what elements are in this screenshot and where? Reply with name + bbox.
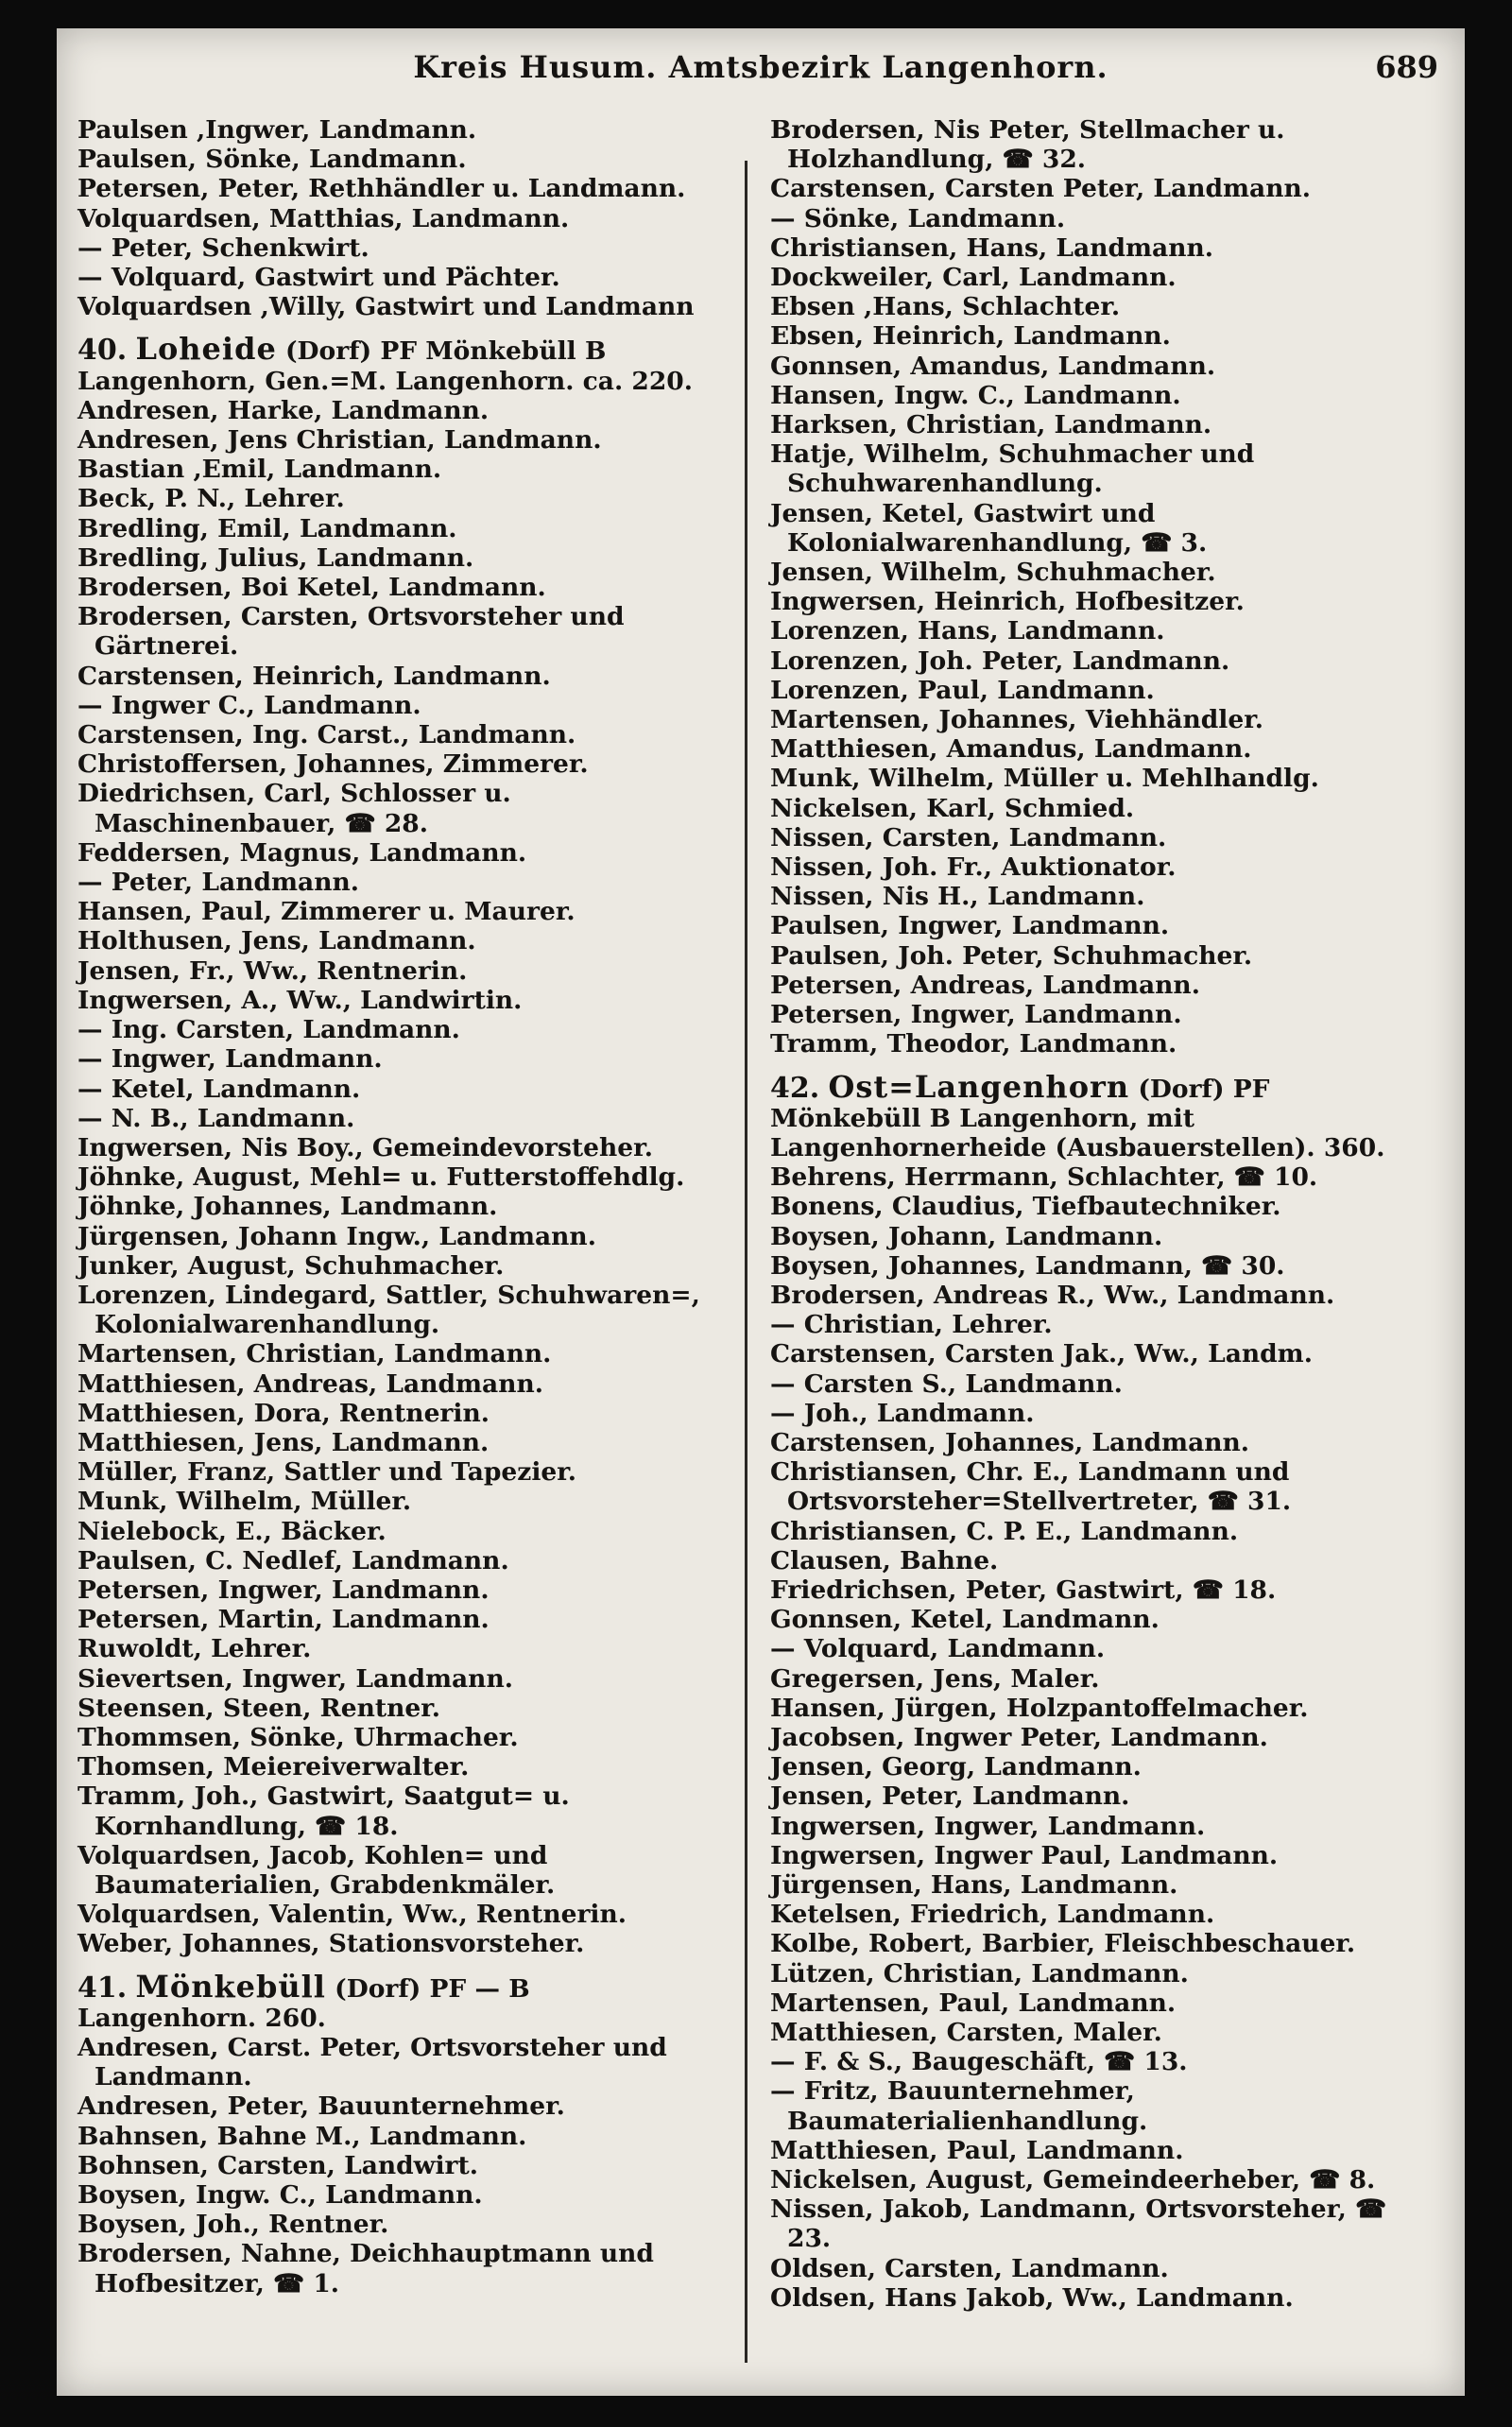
directory-entry: Jensen, Peter, Landmann.	[770, 1782, 1130, 1812]
directory-entry: Carstensen, Carsten Jak., Ww., Landm.	[770, 1339, 1313, 1369]
directory-entry: Matthiesen, Jens, Landmann.	[77, 1427, 490, 1457]
directory-entry: Thomsen, Meiereiverwalter.	[77, 1752, 470, 1782]
directory-entry: Diedrichsen, Carl, Schlosser u. Maschinenbauer, ☎ 28.	[77, 779, 511, 838]
directory-entry: Bredling, Emil, Landmann.	[77, 513, 457, 543]
directory-entry: Jensen, Ketel, Gastwirt und Kolonialwarenhandlung, ☎ 3.	[770, 498, 1208, 558]
directory-entry: Paulsen, Ingwer, Landmann.	[770, 911, 1170, 941]
directory-entry: Boysen, Joh., Rentner.	[77, 2210, 389, 2240]
directory-entry: Andresen, Jens Christian, Landmann.	[77, 425, 602, 456]
directory-entry: Martensen, Johannes, Viehhändler.	[770, 705, 1263, 735]
directory-entry: Feddersen, Magnus, Landmann.	[77, 837, 527, 868]
directory-entry: Bonens, Claudius, Tiefbautechniker.	[770, 1192, 1281, 1222]
column-divider	[745, 161, 747, 2363]
section-place-name: Mönkebüll	[135, 1968, 326, 2005]
directory-entry: Paulsen, Joh. Peter, Schuhmacher.	[770, 940, 1253, 971]
directory-entry: Volquardsen ,Willy, Gastwirt und Landmann	[77, 292, 695, 322]
directory-entry: Ingwersen, A., Ww., Landwirtin.	[77, 985, 523, 1015]
directory-entry: Nissen, Jakob, Landmann, Ortsvorsteher, ☎ 23.	[770, 2195, 1387, 2254]
directory-entry: Jürgensen, Hans, Landmann.	[770, 1869, 1178, 1900]
directory-entry: Bohnsen, Carsten, Landwirt.	[77, 2150, 478, 2180]
directory-entry: Boysen, Johannes, Landmann, ☎ 30.	[770, 1250, 1285, 1281]
directory-entry: Munk, Wilhelm, Müller.	[77, 1487, 412, 1517]
directory-entry: — Ingwer C., Landmann.	[77, 690, 421, 720]
directory-entry: Ingwersen, Ingwer Paul, Landmann.	[770, 1840, 1279, 1870]
section-heading	[77, 1968, 701, 2033]
directory-entry: Jacobsen, Ingwer Peter, Landmann.	[770, 1722, 1268, 1752]
directory-entry: Ingwersen, Ingwer, Landmann.	[770, 1811, 1206, 1841]
directory-entry: Matthiesen, Paul, Landmann.	[770, 2135, 1184, 2165]
directory-entry: Ketelsen, Friedrich, Landmann.	[770, 1900, 1215, 1930]
directory-entry: Ebsen, Heinrich, Landmann.	[770, 321, 1171, 352]
directory-entry: Carstensen, Johannes, Landmann.	[770, 1427, 1249, 1457]
directory-entry: Andresen, Carst. Peter, Ortsvorsteher und Landmann.	[77, 2033, 667, 2092]
directory-entry: Brodersen, Boi Ketel, Landmann.	[77, 573, 546, 603]
directory-entry: Ingwersen, Heinrich, Hofbesitzer.	[770, 587, 1245, 617]
directory-entry: Brodersen, Nahne, Deichhauptmann und Hofbesitzer, ☎ 1.	[77, 2239, 654, 2298]
directory-entry: Brodersen, Nis Peter, Stellmacher u. Holzhandlung, ☎ 32.	[770, 115, 1285, 175]
directory-entry: — Sönke, Landmann.	[770, 203, 1066, 233]
directory-entry: Tramm, Joh., Gastwirt, Saatgut= u. Kornhandlung, ☎ 18.	[77, 1782, 570, 1841]
directory-entry: Weber, Johannes, Stationsvorsteher.	[77, 1929, 585, 1959]
directory-entry: Matthiesen, Dora, Rentnerin.	[77, 1398, 490, 1428]
directory-entry: — Peter, Landmann.	[77, 868, 359, 898]
page-number: 689	[1375, 49, 1438, 85]
directory-entry: Brodersen, Carsten, Ortsvorsteher und Gärtnerei.	[77, 602, 625, 662]
directory-entry: Paulsen, Sönke, Landmann.	[77, 145, 467, 175]
directory-entry: Harksen, Christian, Landmann.	[770, 410, 1212, 440]
directory-entry: Jürgensen, Johann Ingw., Landmann.	[77, 1221, 596, 1251]
directory-entry: Tramm, Theodor, Landmann.	[770, 1029, 1177, 1059]
directory-entry: Ebsen ,Hans, Schlachter.	[770, 292, 1121, 322]
directory-entry: — Volquard, Landmann.	[770, 1634, 1106, 1664]
directory-entry: Gonnsen, Amandus, Landmann.	[770, 351, 1216, 381]
directory-entry: Oldsen, Hans Jakob, Ww., Landmann.	[770, 2282, 1294, 2313]
directory-entry: Matthiesen, Carsten, Maler.	[770, 2018, 1162, 2047]
directory-entry: Hansen, Jürgen, Holzpantoffelmacher.	[770, 1693, 1309, 1723]
directory-entry: Bredling, Julius, Landmann.	[77, 542, 474, 573]
directory-entry: Petersen, Martin, Landmann.	[77, 1605, 490, 1635]
directory-entry: Nickelsen, Karl, Schmied.	[770, 793, 1135, 823]
directory-entry: Carstensen, Heinrich, Landmann.	[77, 661, 551, 691]
directory-entry: Volquardsen, Valentin, Ww., Rentnerin.	[77, 1900, 627, 1930]
directory-entry: Bahnsen, Bahne M., Landmann.	[77, 2121, 527, 2151]
section-number: 40.	[77, 334, 128, 368]
directory-entry: Friedrichsen, Peter, Gastwirt, ☎ 18.	[770, 1575, 1277, 1605]
directory-entry: Carstensen, Carsten Peter, Landmann.	[770, 174, 1311, 204]
directory-entry: Christiansen, Hans, Landmann.	[770, 232, 1213, 263]
directory-entry: Nielebock, E., Bäcker.	[77, 1516, 387, 1546]
directory-entry: Beck, P. N., Lehrer.	[77, 484, 345, 514]
directory-entry: Dockweiler, Carl, Landmann.	[770, 263, 1177, 293]
directory-entry: Junker, August, Schuhmacher.	[77, 1250, 505, 1281]
directory-entry: Holthusen, Jens, Landmann.	[77, 926, 476, 956]
section-number: 41.	[77, 1971, 128, 2005]
directory-entry: — Christian, Lehrer.	[770, 1310, 1053, 1340]
directory-entry: Carstensen, Ing. Carst., Landmann.	[77, 720, 576, 750]
directory-entry: Petersen, Ingwer, Landmann.	[770, 1000, 1182, 1030]
directory-entry: Lorenzen, Joh. Peter, Landmann.	[770, 645, 1230, 676]
directory-entry: Matthiesen, Amandus, Landmann.	[770, 734, 1252, 765]
section-heading	[770, 1068, 1394, 1163]
directory-entry: — F. & S., Baugeschäft, ☎ 13.	[770, 2047, 1188, 2077]
page-title: Kreis Husum. Amtsbezirk Langenhorn.	[413, 49, 1108, 85]
directory-entry: Jensen, Wilhelm, Schuhmacher.	[770, 558, 1216, 588]
directory-entry: Paulsen ,Ingwer, Landmann.	[77, 115, 477, 145]
section-place-name: Ost=Langenhorn	[828, 1068, 1130, 1105]
directory-entry: Oldsen, Carsten, Landmann.	[770, 2253, 1169, 2283]
directory-entry: Volquardsen, Matthias, Landmann.	[77, 203, 570, 233]
directory-entry: Müller, Franz, Sattler und Tapezier.	[77, 1457, 576, 1488]
directory-entry: Martensen, Paul, Landmann.	[770, 1988, 1177, 2018]
directory-entry: — Ketel, Landmann.	[77, 1074, 361, 1104]
section-details: (Dorf) PF — B Langenhorn. 260.	[77, 1973, 530, 2033]
directory-entry: Hansen, Paul, Zimmerer u. Maurer.	[77, 897, 576, 927]
directory-entry: Christoffersen, Johannes, Zimmerer.	[77, 749, 589, 780]
directory-entry: Munk, Wilhelm, Müller u. Mehlhandlg.	[770, 764, 1319, 794]
directory-entry: — Ing. Carsten, Landmann.	[77, 1015, 460, 1045]
directory-entry: — Ingwer, Landmann.	[77, 1044, 383, 1075]
directory-entry: Brodersen, Andreas R., Ww., Landmann.	[770, 1280, 1335, 1310]
directory-entry: Nissen, Nis H., Landmann.	[770, 882, 1145, 912]
directory-entry: Gonnsen, Ketel, Landmann.	[770, 1605, 1160, 1635]
directory-entry: — Peter, Schenkwirt.	[77, 232, 369, 263]
directory-entry: Matthiesen, Andreas, Landmann.	[77, 1368, 543, 1399]
directory-entry: — Fritz, Bauunternehmer, Baumaterialienhandlung.	[770, 2076, 1148, 2136]
directory-entry: Nickelsen, August, Gemeindeerheber, ☎ 8.	[770, 2165, 1376, 2195]
directory-entry: Hatje, Wilhelm, Schuhmacher und Schuhwarenhandlung.	[770, 439, 1255, 499]
directory-entry: Lorenzen, Hans, Landmann.	[770, 616, 1165, 646]
section-number: 42.	[770, 1071, 820, 1105]
directory-entry: Kolbe, Robert, Barbier, Fleischbeschauer.	[770, 1929, 1356, 1959]
directory-entry: Andresen, Harke, Landmann.	[77, 395, 490, 425]
directory-entry: Gregersen, Jens, Maler.	[770, 1663, 1100, 1694]
directory-page	[57, 28, 1465, 2396]
directory-entry: Andresen, Peter, Bauunternehmer.	[77, 2091, 565, 2122]
directory-entry: Jöhnke, August, Mehl= u. Futterstoffehdlg.	[77, 1162, 685, 1193]
directory-entry: Ruwoldt, Lehrer.	[77, 1634, 312, 1664]
directory-entry: Paulsen, C. Nedlef, Landmann.	[77, 1545, 509, 1575]
right-column	[770, 115, 1394, 2313]
directory-entry: Boysen, Johann, Landmann.	[770, 1221, 1163, 1251]
section-details: (Dorf) PF Mönkebüll B Langenhorn, Gen.=M. Langenhorn. ca. 220.	[77, 336, 693, 396]
directory-entry: — Joh., Landmann.	[770, 1398, 1035, 1428]
directory-entry: Lorenzen, Paul, Landmann.	[770, 675, 1155, 705]
directory-entry: Sievertsen, Ingwer, Landmann.	[77, 1663, 513, 1694]
directory-entry: Christiansen, Chr. E., Landmann und Ortsvorsteher=Stellvertreter, ☎ 31.	[770, 1457, 1292, 1517]
directory-entry: Thommsen, Sönke, Uhrmacher.	[77, 1722, 519, 1752]
directory-entry: Petersen, Ingwer, Landmann.	[77, 1575, 490, 1605]
directory-entry: Lorenzen, Lindegard, Sattler, Schuhwaren=, Kolonialwarenhandlung.	[77, 1280, 700, 1340]
directory-entry: Volquardsen, Jacob, Kohlen= und Baumaterialien, Grabdenkmäler.	[77, 1840, 556, 1900]
directory-entry: Behrens, Herrmann, Schlachter, ☎ 10.	[770, 1162, 1318, 1193]
directory-entry: Hansen, Ingw. C., Landmann.	[770, 380, 1181, 410]
directory-entry: Clausen, Bahne.	[770, 1545, 999, 1575]
section-heading	[77, 331, 701, 396]
directory-entry: — Carsten S., Landmann.	[770, 1368, 1123, 1399]
directory-entry: Lützen, Christian, Landmann.	[770, 1958, 1189, 1988]
directory-entry: Jöhnke, Johannes, Landmann.	[77, 1192, 498, 1222]
directory-entry: Petersen, Peter, Rethhändler u. Landmann.	[77, 174, 686, 204]
left-column	[77, 115, 701, 2298]
directory-entry: Christiansen, C. P. E., Landmann.	[770, 1516, 1239, 1546]
page-header	[57, 49, 1465, 96]
directory-entry: Martensen, Christian, Landmann.	[77, 1339, 552, 1369]
directory-entry: Steensen, Steen, Rentner.	[77, 1693, 440, 1723]
directory-entry: Petersen, Andreas, Landmann.	[770, 970, 1200, 1000]
directory-entry: Nissen, Carsten, Landmann.	[770, 822, 1167, 852]
directory-entry: Jensen, Georg, Landmann.	[770, 1752, 1142, 1782]
directory-entry: — N. B., Landmann.	[77, 1103, 355, 1133]
directory-entry: Bastian ,Emil, Landmann.	[77, 455, 442, 485]
directory-entry: Nissen, Joh. Fr., Auktionator.	[770, 852, 1177, 883]
directory-entry: Ingwersen, Nis Boy., Gemeindevorsteher.	[77, 1132, 653, 1162]
directory-entry: Boysen, Ingw. C., Landmann.	[77, 2180, 483, 2211]
section-place-name: Loheide	[135, 331, 277, 368]
directory-entry: Jensen, Fr., Ww., Rentnerin.	[77, 955, 468, 986]
directory-entry: — Volquard, Gastwirt und Pächter.	[77, 263, 560, 293]
section-details: (Dorf) PF Mönkebüll B Langenhorn, mit Langenhornerheide (Ausbauerstellen). 360.	[770, 1074, 1385, 1162]
